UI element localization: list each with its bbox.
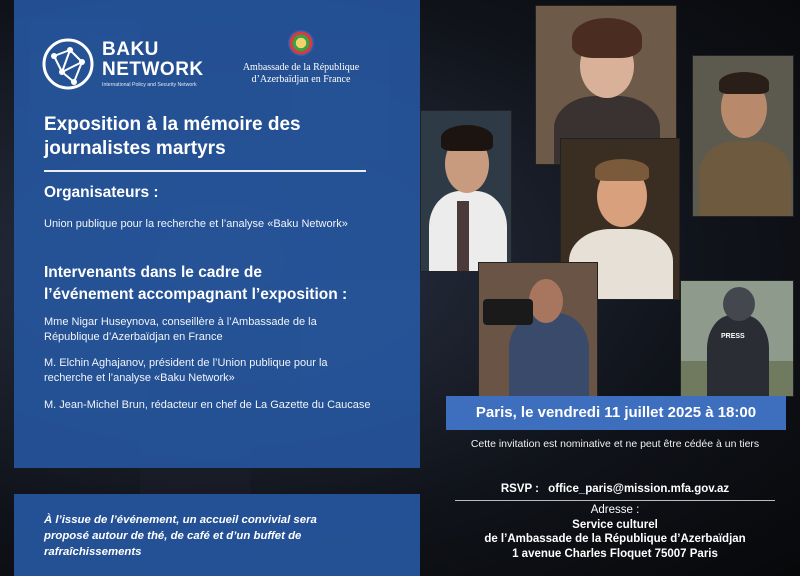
- title-line2: journalistes martyrs: [44, 138, 226, 159]
- rsvp-label: RSVP :: [500, 483, 539, 495]
- rsvp-line: [440, 482, 790, 497]
- speakers-heading-line1: Intervenants dans le cadre de: [44, 264, 262, 281]
- embassy-name-line2: d’Azerbaïdjan en France: [251, 74, 351, 85]
- speakers-heading-line2: l’événement accompagnant l’exposition :: [44, 286, 348, 303]
- page-title: [44, 113, 374, 161]
- speaker-item: M. Jean-Michel Brun, rédacteur en chef de La Gazette du Caucase: [44, 399, 371, 411]
- event-date: Paris, le vendredi 11 juillet 2025 à 18:00: [446, 396, 786, 430]
- logo-subtitle: International Policy and Security Network: [102, 82, 197, 88]
- speaker-item: M. Elchin Aghajanov, président de l’Union publique pour la recherche et l’analyse «Baku Network»: [44, 357, 328, 384]
- rsvp-email-link[interactable]: office_paris@mission.mfa.gov.az: [548, 483, 730, 495]
- journalist-photo: [692, 55, 794, 217]
- organisers-heading: Organisateurs :: [44, 184, 159, 201]
- title-divider: [44, 170, 366, 172]
- logo-word-bottom: NETWORK: [102, 59, 204, 80]
- address-divider: [455, 500, 775, 501]
- journalist-photo: [420, 110, 512, 272]
- address-line: Service culturel: [572, 518, 658, 531]
- address-block: [440, 503, 790, 561]
- speaker-item: Mme Nigar Huseynova, conseillère à l’Ambassade de la République d’Azerbaïdjan en France: [44, 316, 317, 343]
- journalist-photo: [478, 262, 598, 397]
- azerbaijan-emblem-icon: [288, 30, 314, 56]
- address-heading: Adresse :: [590, 504, 640, 516]
- embassy-name-line1: Ambassade de la République: [242, 62, 360, 73]
- press-badge: PRESS: [721, 333, 745, 340]
- reception-note: À l’issue de l’événement, un accueil convivial sera proposé autour de thé, de café et d’un buffet de rafraîchissements: [44, 514, 317, 558]
- journalist-photo: [680, 280, 794, 397]
- logo-word-top: BAKU: [102, 39, 159, 60]
- title-line1: Exposition à la mémoire des: [44, 114, 301, 135]
- organisers-text: Union publique pour la recherche et l’analyse «Baku Network»: [44, 218, 348, 230]
- embassy-block: [236, 30, 366, 86]
- address-line: 1 avenue Charles Floquet 75007 Paris: [512, 547, 718, 560]
- network-globe-icon: [40, 36, 96, 92]
- invitation-note: Cette invitation est nominative et ne peut être cédée à un tiers: [470, 438, 760, 450]
- baku-network-logo: [40, 36, 204, 92]
- address-line: de l’Ambassade de la République d’Azerbaïdjan: [484, 533, 746, 545]
